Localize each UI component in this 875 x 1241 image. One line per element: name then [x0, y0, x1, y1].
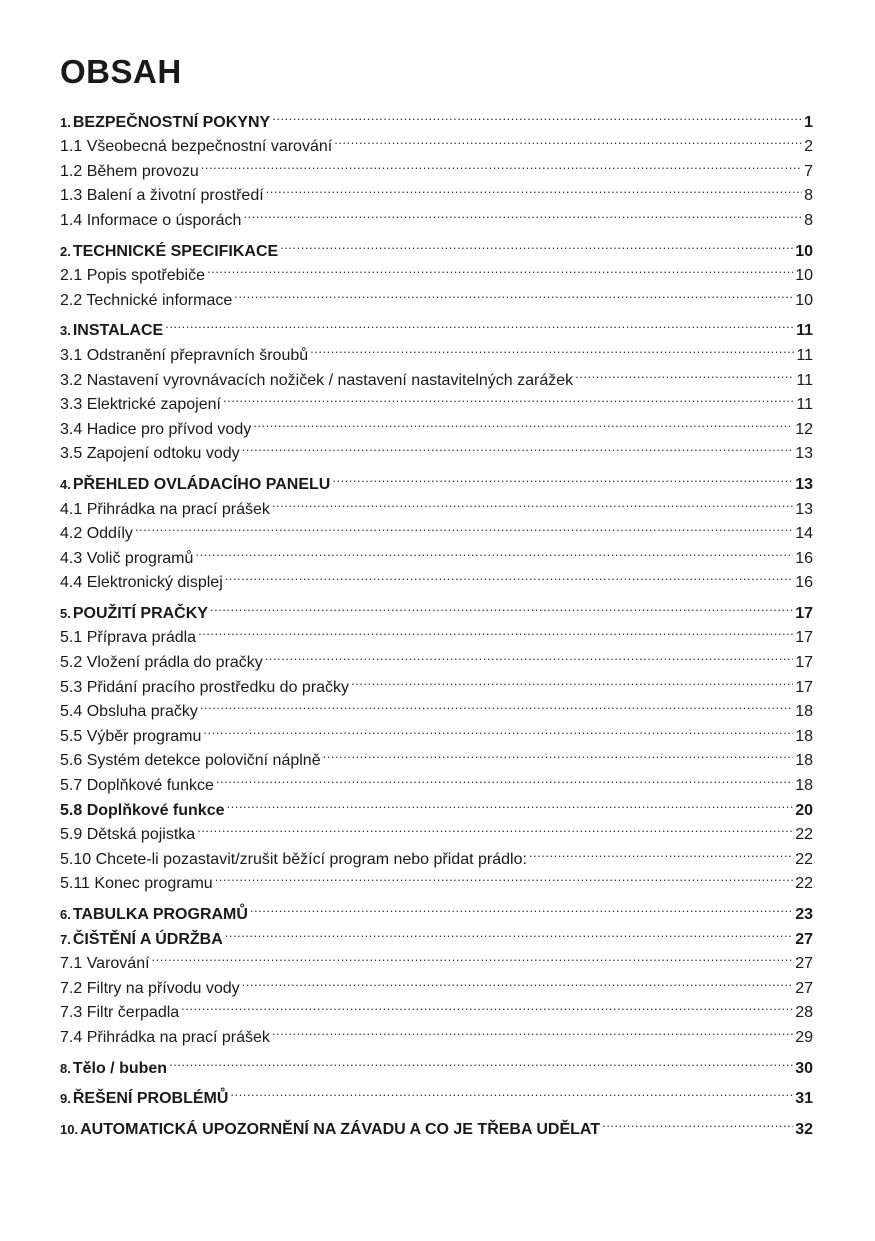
toc-dot-leader [310, 335, 794, 360]
toc-entry-label: 4.3 Volič programů [60, 549, 194, 567]
toc-page-number: 10 [795, 242, 813, 260]
toc-page-number: 18 [795, 727, 813, 745]
toc-chapter-number: 5. [60, 605, 71, 621]
toc-page-number: 30 [795, 1059, 813, 1077]
toc-page-number: 11 [796, 371, 813, 389]
toc-dot-leader [207, 256, 793, 281]
toc-section-row[interactable] [60, 335, 813, 364]
toc-page-number: 31 [795, 1090, 813, 1108]
toc-dot-leader [575, 360, 794, 385]
toc-page-number: 1 [804, 113, 813, 131]
toc-dot-leader [265, 642, 793, 667]
toc-dot-leader [234, 280, 793, 305]
toc-entry-label: TECHNICKÉ SPECIFIKACE [72, 242, 279, 260]
toc-entry-label: 7.4 Přihrádka na prací prášek [60, 1028, 270, 1046]
toc-entry-label: 5.4 Obsluha pračky [60, 703, 198, 721]
toc-dot-leader [243, 200, 802, 225]
toc-page-number: 13 [795, 445, 813, 463]
toc-page-number: 18 [795, 777, 813, 795]
toc-section-row[interactable] [60, 514, 813, 543]
toc-dot-leader [602, 1109, 793, 1134]
table-of-contents [60, 102, 813, 1138]
toc-entry-label: 3.4 Hadice pro přívod vody [60, 420, 252, 438]
toc-entry-label: 5.10 Chcete-li pozastavit/zrušit běžící program nebo přidat prádlo: [60, 850, 527, 868]
toc-dot-leader [225, 919, 793, 944]
toc-chapter-number: 6. [60, 907, 71, 922]
toc-page-number: 11 [796, 346, 813, 364]
toc-page-number: 12 [795, 420, 813, 438]
toc-page-number: 8 [804, 187, 813, 205]
toc-entry-label: 1.3 Balení a životní prostředí [60, 187, 264, 205]
toc-chapter-row[interactable] [60, 1079, 813, 1108]
toc-entry-label: ŘEŠENÍ PROBLÉMŮ [72, 1090, 229, 1108]
toc-entry-label: 7.1 Varování [60, 955, 150, 973]
toc-entry-label: 3.5 Zapojení odtoku vody [60, 445, 240, 463]
toc-dot-leader [272, 1017, 793, 1042]
toc-chapter-row[interactable] [60, 464, 813, 493]
toc-chapter-row[interactable] [60, 593, 813, 622]
toc-page-number: 11 [796, 322, 813, 340]
toc-page-number: 28 [795, 1004, 813, 1022]
toc-page-number: 27 [795, 979, 813, 997]
toc-dot-leader [200, 692, 793, 717]
toc-dot-leader [195, 538, 793, 563]
toc-entry-label: 3.3 Elektrické zapojení [60, 396, 221, 414]
toc-page-number: 23 [795, 906, 813, 923]
toc-page-number: 22 [795, 850, 813, 868]
toc-page-number: 27 [795, 955, 813, 973]
toc-entry-label: 2.1 Popis spotřebiče [60, 267, 205, 285]
toc-page-number: 17 [795, 604, 813, 622]
toc-dot-leader [165, 311, 794, 336]
toc-dot-leader [272, 489, 793, 514]
toc-page-number: 8 [804, 211, 813, 229]
toc-entry-label: 4.4 Elektronický displej [60, 574, 223, 592]
toc-dot-leader [334, 127, 802, 152]
toc-entry-label: 5.9 Dětská pojistka [60, 826, 196, 844]
toc-dot-leader [323, 741, 794, 766]
toc-chapter-number: 3. [60, 323, 71, 339]
toc-page-number: 17 [795, 629, 813, 647]
toc-page-number: 32 [795, 1120, 813, 1138]
toc-page-number: 14 [795, 525, 813, 543]
toc-chapter-row[interactable] [60, 102, 813, 131]
toc-dot-leader [272, 102, 802, 127]
toc-page-number: 10 [795, 291, 813, 309]
toc-dot-leader [351, 667, 793, 692]
toc-dot-leader [242, 434, 794, 459]
toc-page-number: 17 [795, 678, 813, 696]
toc-page [60, 50, 813, 1138]
toc-entry-label: BEZPEČNOSTNÍ POKYNY [72, 113, 271, 131]
toc-dot-leader [197, 815, 793, 840]
toc-page-number: 18 [795, 703, 813, 721]
toc-entry-label: 7.2 Filtry na přívodu vody [60, 979, 240, 997]
toc-dot-leader [250, 894, 793, 919]
toc-page-number: 2 [804, 138, 813, 156]
toc-page-number: 11 [796, 396, 813, 414]
toc-chapter-row[interactable] [60, 1109, 813, 1138]
toc-entry-label: 5.2 Vložení prádla do pračky [60, 654, 263, 672]
toc-entry-label: 1.2 Během provozu [60, 162, 199, 180]
toc-page-number: 22 [795, 826, 813, 844]
toc-page-number: 10 [795, 267, 813, 285]
toc-page-number: 18 [795, 752, 813, 770]
toc-page-number: 13 [795, 500, 813, 518]
toc-chapter-number: 9. [60, 1091, 71, 1107]
toc-dot-leader [135, 514, 793, 539]
toc-entry-label: 4.1 Přihrádka na prací prášek [60, 500, 270, 518]
toc-page-number: 13 [795, 475, 813, 493]
toc-entry-label: 2.2 Technické informace [60, 291, 233, 309]
toc-dot-leader [201, 151, 802, 176]
toc-entry-label: 5.6 Systém detekce poloviční náplně [60, 752, 321, 770]
toc-chapter-number: 7. [60, 931, 71, 947]
toc-dot-leader [210, 593, 793, 618]
toc-chapter-number: 1. [60, 114, 71, 130]
toc-chapter-number: 8. [60, 1060, 71, 1076]
toc-page-number: 7 [804, 162, 813, 180]
toc-entry-label: AUTOMATICKÁ UPOZORNĚNÍ NA ZÁVADU A CO JE TŘEBA UDĚLAT [80, 1120, 601, 1138]
toc-page-number: 20 [795, 801, 813, 819]
toc-dot-leader [529, 839, 793, 864]
toc-section-row[interactable] [60, 968, 813, 997]
toc-chapter-number: 2. [60, 243, 71, 259]
toc-page-number: 27 [795, 930, 813, 948]
toc-dot-leader [266, 176, 802, 201]
toc-dot-leader [227, 790, 794, 815]
toc-entry-label: 5.1 Příprava prádla [60, 629, 197, 647]
toc-dot-leader [225, 563, 793, 588]
toc-section-row[interactable] [60, 538, 813, 567]
toc-page-number: 16 [795, 574, 813, 592]
toc-entry-label: 5.3 Přidání pracího prostředku do pračky [60, 678, 350, 696]
toc-entry-label: 4.2 Oddíly [60, 525, 133, 543]
toc-entry-label: 5.7 Doplňkové funkce [60, 777, 214, 795]
toc-dot-leader [198, 618, 793, 643]
toc-entry-label: 3.2 Nastavení vyrovnávacích nožiček / nastavení nastavitelných zarážek [60, 371, 574, 389]
page-title: OBSAH [60, 53, 182, 90]
toc-page-number: 22 [795, 875, 813, 893]
toc-entry-label: 5.8 Doplňkové funkce [60, 801, 225, 819]
toc-chapter-row[interactable] [60, 894, 813, 923]
toc-entry-label: INSTALACE [72, 322, 164, 340]
toc-dot-leader [215, 864, 794, 889]
toc-entry-label: 5.5 Výběr programu [60, 727, 202, 745]
toc-dot-leader [253, 409, 793, 434]
toc-page-number: 17 [795, 654, 813, 672]
toc-dot-leader [169, 1048, 793, 1073]
toc-page-number: 29 [795, 1028, 813, 1046]
toc-dot-leader [332, 464, 793, 489]
toc-entry-label: 3.1 Odstranění přepravních šroubů [60, 346, 309, 364]
toc-dot-leader [223, 385, 794, 410]
toc-chapter-row[interactable] [60, 231, 813, 260]
toc-entry-label: ČIŠTĚNÍ A ÚDRŽBA [72, 930, 223, 948]
toc-chapter-row[interactable] [60, 1048, 813, 1077]
toc-dot-leader [203, 716, 793, 741]
toc-chapter-row[interactable] [60, 311, 813, 340]
toc-entry-label: 1.4 Informace o úsporách [60, 211, 242, 229]
toc-chapter-number: 10. [60, 1121, 79, 1137]
toc-entry-label: 7.3 Filtr čerpadla [60, 1004, 180, 1022]
toc-entry-label: 1.1 Všeobecná bezpečnostní varování [60, 138, 333, 156]
toc-dot-leader [280, 231, 793, 256]
toc-dot-leader [216, 765, 793, 790]
toc-dot-leader [152, 944, 794, 969]
toc-entry-label: TABULKA PROGRAMŮ [72, 906, 248, 923]
toc-dot-leader [230, 1079, 793, 1104]
toc-dot-leader [242, 968, 794, 993]
toc-entry-label: POUŽITÍ PRAČKY [72, 604, 208, 622]
toc-dot-leader [181, 993, 793, 1018]
toc-chapter-number: 4. [60, 476, 71, 492]
toc-entry-label: 5.11 Konec programu [60, 875, 213, 893]
toc-page-number: 16 [795, 549, 813, 567]
toc-section-row[interactable] [60, 944, 813, 973]
toc-entry-label: PŘEHLED OVLÁDACÍHO PANELU [72, 475, 331, 493]
toc-entry-label: Tělo / buben [72, 1059, 168, 1077]
